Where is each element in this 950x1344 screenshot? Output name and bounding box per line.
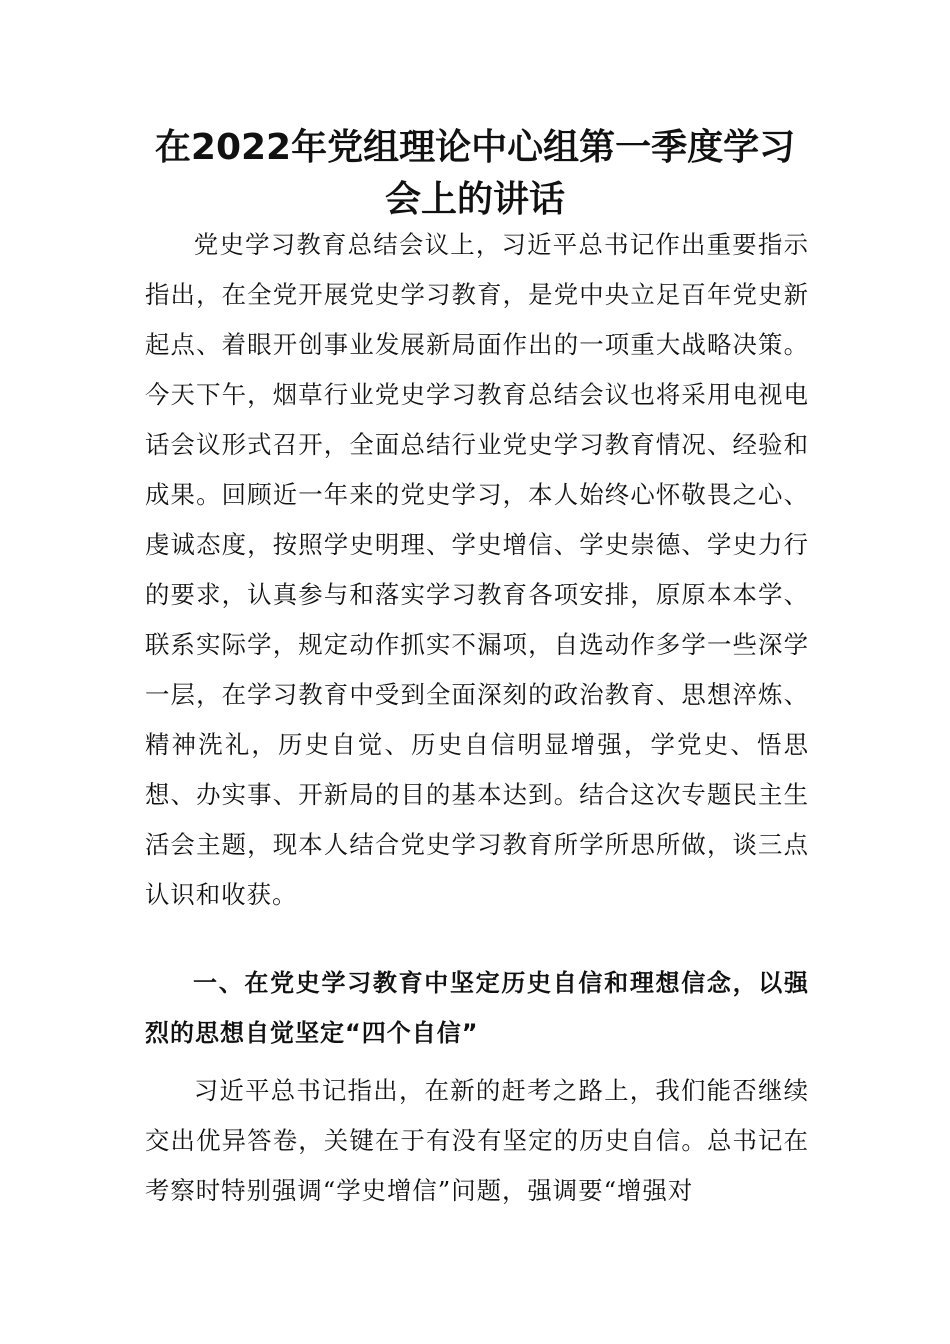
section-heading: 一、在党史学习教育中坚定历史自信和理想信念，以强烈的思想自觉坚定“四个自信”: [145, 969, 809, 1047]
body-paragraph: 党史学习教育总结会议上，习近平总书记作出重要指示指出，在全党开展党史学习教育，是党中央立足百年党史新起点、着眼开创事业发展新局面作出的一项重大战略决策。今天下午，烟草行业党史学习教育总结会议也将采用电视电话会议形式召开，全面总结行业党史学习教育情况、经验和成果。回顾近一年来的党史学习，本人始终心怀敬畏之心、虔诚态度，按照学史明理、学史增信、学史崇德、学史力行的要求，认真参与和落实学习教育各项安排，原原本本学、联系实际学，规定动作抓实不漏项，自选动作多学一些深学一层，在学习教育中受到全面深刻的政治教育、思想淬炼、精神洗礼，历史自觉、历史自信明显增强，学党史、悟思想、办实事、开新局的目的基本达到。结合这次专题民主生活会主题，现本人结合党史学习教育所学所思所做，谈三点认识和收获。: [145, 230, 809, 909]
body-paragraph: 习近平总书记指出，在新的赶考之路上，我们能否继续交出优异答卷，关键在于有没有坚定的历史自信。总书记在考察时特别强调“学史增信”问题，强调要“增强对: [145, 1076, 809, 1205]
document-title: 在2022年党组理论中心组第一季度学习会上的讲话: [154, 127, 796, 220]
